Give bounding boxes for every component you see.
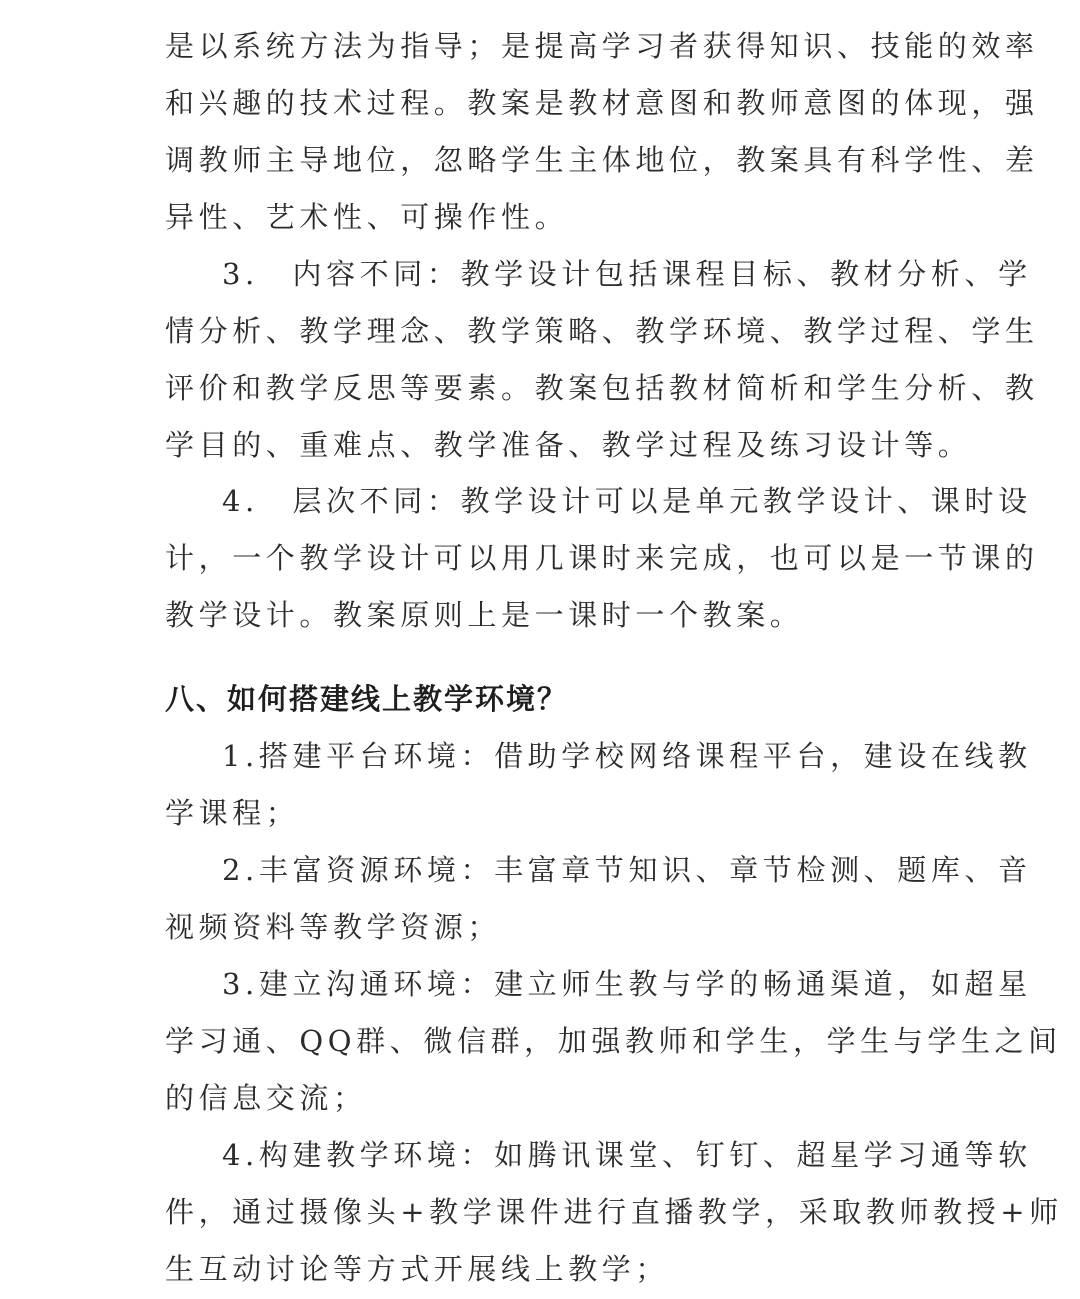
paragraph-line: 和兴趣的技术过程。教案是教材意图和教师意图的体现，强: [165, 86, 1039, 120]
paragraph-line: 调教师主导地位，忽略学生主体地位，教案具有科学性、差: [165, 143, 1039, 177]
paragraph-line: 是以系统方法为指导；是提高学习者获得知识、技能的效率: [165, 29, 1039, 63]
list-item-teaching-environment: 4.构建教学环境：如腾讯课堂、钉钉、超星学习通等软: [222, 1138, 1032, 1172]
paragraph-line: 学目的、重难点、教学准备、教学过程及练习设计等。: [165, 428, 972, 462]
list-item-communication: 3.建立沟通环境：建立师生教与学的畅通渠道，如超星: [222, 967, 1032, 1001]
paragraph-line: 件，通过摄像头+教学课件进行直播教学，采取教师教授+师: [165, 1195, 1063, 1229]
paragraph-line: 的信息交流；: [165, 1081, 367, 1115]
list-item-content-difference: 3. 内容不同：教学设计包括课程目标、教材分析、学: [222, 257, 1032, 291]
section-heading: 八、如何搭建线上教学环境？: [165, 682, 569, 716]
list-item-level-difference: 4. 层次不同：教学设计可以是单元教学设计、课时设: [222, 484, 1032, 518]
paragraph-line: 生互动讨论等方式开展线上教学；: [165, 1252, 670, 1286]
paragraph-line: 学课程；: [165, 796, 300, 830]
paragraph-line: 计，一个教学设计可以用几课时来完成，也可以是一节课的: [165, 541, 1039, 575]
list-item-resources: 2.丰富资源环境：丰富章节知识、章节检测、题库、音: [222, 853, 1032, 887]
list-item-platform: 1.搭建平台环境：借助学校网络课程平台，建设在线教: [222, 739, 1032, 773]
paragraph-line: 教学设计。教案原则上是一课时一个教案。: [165, 598, 804, 632]
paragraph-line: 评价和教学反思等要素。教案包括教材简析和学生分析、教: [165, 371, 1039, 405]
paragraph-line: 异性、艺术性、可操作性。: [165, 200, 569, 234]
paragraph-line: 视频资料等教学资源；: [165, 910, 502, 944]
paragraph-line: 情分析、教学理念、教学策略、教学环境、教学过程、学生: [165, 314, 1039, 348]
paragraph-line: 学习通、QQ群、微信群，加强教师和学生，学生与学生之间: [165, 1024, 1062, 1058]
